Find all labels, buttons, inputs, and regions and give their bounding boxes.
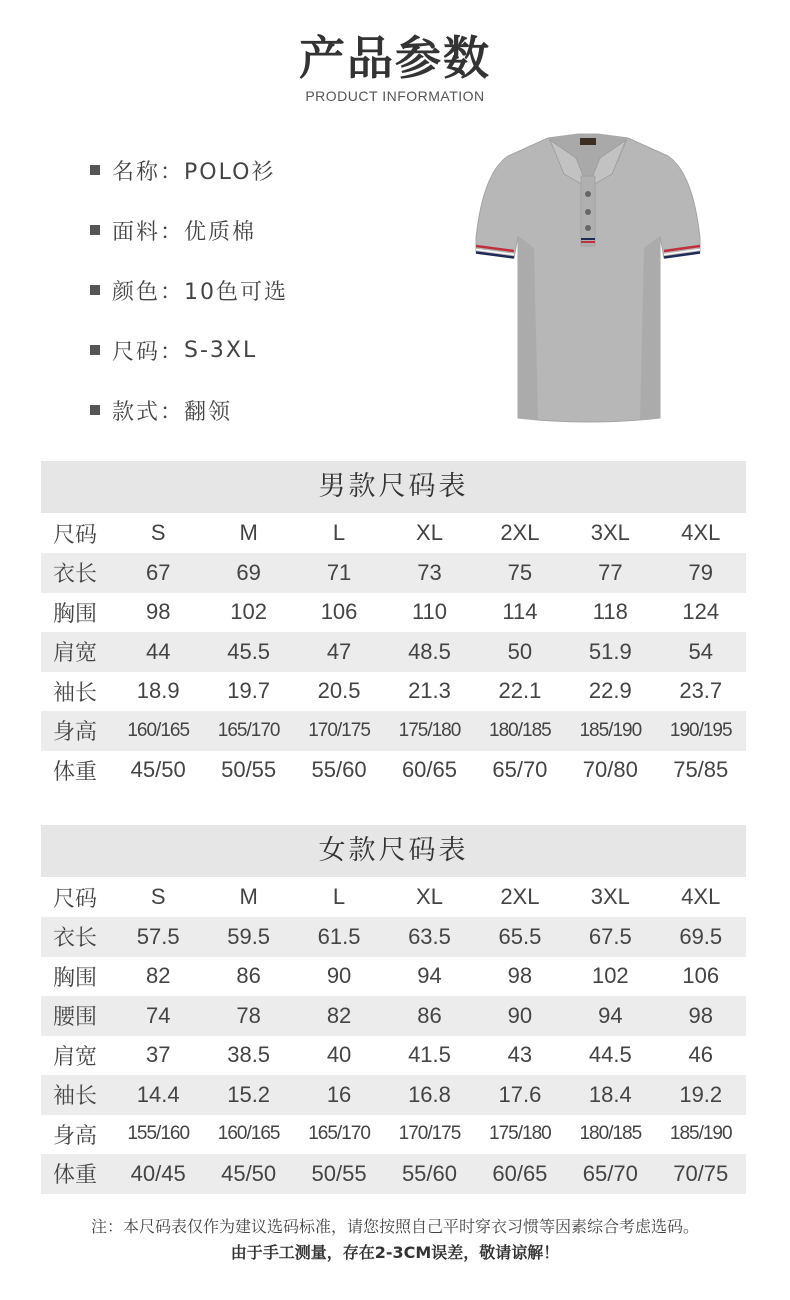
table-cell: 胸围	[53, 601, 98, 627]
table-cell: 118	[592, 599, 628, 625]
table-row	[41, 1036, 746, 1076]
table-cell: 185/190	[669, 1123, 732, 1145]
table-cell: 78	[236, 1002, 261, 1028]
table-cell: S	[150, 884, 166, 909]
table-cell: 50	[507, 638, 533, 664]
table-row	[41, 957, 746, 997]
table-cell: 55/60	[311, 757, 367, 783]
square-bullet-icon	[90, 345, 100, 355]
table-row	[41, 593, 746, 633]
table-cell: 46	[688, 1042, 713, 1068]
table-cell: 165/170	[217, 719, 280, 741]
table-cell: 175/180	[398, 719, 461, 741]
spec-item-color	[90, 260, 288, 320]
spec-value: POLO衫	[184, 159, 276, 185]
table-cell: 50/55	[221, 757, 277, 783]
spec-value: S-3XL	[184, 337, 258, 363]
table-cell: 体重	[53, 1163, 98, 1189]
table-cell: S	[150, 520, 166, 545]
table-cell: 3XL	[590, 884, 630, 909]
table-cell: 94	[417, 963, 442, 989]
table-cell: 身高	[53, 1123, 98, 1149]
table-cell: 67	[145, 559, 171, 585]
square-bullet-icon	[90, 165, 100, 175]
table-cell: 44	[145, 638, 171, 664]
table-cell: 98	[507, 963, 533, 989]
table-cell: 110	[411, 599, 448, 625]
table-cell: 79	[688, 559, 713, 585]
table-cell: 20.5	[317, 678, 361, 704]
table-header-row	[41, 877, 746, 917]
spec-item-fabric	[90, 200, 288, 260]
spec-value: 10色可选	[184, 279, 289, 305]
table-cell: 肩宽	[53, 1044, 98, 1070]
table-row	[41, 711, 746, 751]
spec-list	[90, 140, 288, 440]
table-cell: 75	[507, 559, 533, 585]
table-cell: 160/165	[217, 1123, 280, 1145]
table-cell: 48.5	[408, 638, 451, 664]
table-cell: 4XL	[681, 520, 721, 545]
table-cell: 185/190	[579, 719, 642, 741]
table-cell: 55/60	[401, 1160, 457, 1186]
table-cell: 19.7	[227, 678, 271, 704]
table-cell: 47	[326, 638, 352, 664]
table-cell: 190/195	[669, 719, 732, 741]
table-cell: 体重	[53, 759, 98, 785]
table-cell: 胸围	[53, 965, 98, 991]
table-cell: 102	[591, 963, 629, 989]
square-bullet-icon	[90, 285, 100, 295]
square-bullet-icon	[90, 405, 100, 415]
table-cell: 43	[507, 1042, 533, 1068]
table-cell: 17.6	[498, 1081, 542, 1107]
table-cell: 腰围	[53, 1005, 98, 1031]
table-cell: 70/80	[582, 757, 638, 783]
spec-item-name	[90, 140, 288, 200]
table-cell: 106	[320, 599, 358, 625]
table-cell: 38.5	[227, 1042, 271, 1068]
table-cell: 袖长	[53, 680, 98, 706]
table-cell: 82	[145, 963, 171, 989]
table-header-row	[41, 513, 746, 553]
table-cell: 98	[145, 599, 171, 625]
table-cell: L	[332, 520, 346, 545]
table-cell: 肩宽	[53, 641, 98, 667]
table-cell: 40	[326, 1042, 352, 1068]
table-cell: 61.5	[317, 923, 361, 949]
table-cell: XL	[416, 520, 443, 545]
spec-label: 款式：	[112, 399, 185, 425]
table-cell: 15.2	[227, 1081, 271, 1107]
table-cell: 16.8	[408, 1081, 451, 1107]
table-cell: 170/175	[308, 719, 370, 741]
spec-label: 颜色：	[112, 279, 185, 305]
polo-shirt-image	[468, 128, 708, 428]
men-size-table	[41, 461, 746, 790]
table-row	[41, 917, 746, 957]
table-cell: L	[332, 884, 346, 909]
table-cell: 90	[507, 1002, 533, 1028]
table-cell: M	[239, 520, 258, 545]
table-cell: 77	[598, 559, 623, 585]
table-cell: 98	[688, 1002, 713, 1028]
table-cell: 67.5	[588, 923, 632, 949]
table-cell: 22.1	[498, 678, 542, 704]
table-cell: 45.5	[227, 638, 271, 664]
table-row	[41, 1154, 746, 1194]
table-row	[41, 632, 746, 672]
spec-item-style	[90, 380, 288, 440]
women-size-table	[41, 825, 746, 1194]
table-row	[41, 672, 746, 712]
spec-label: 尺码：	[112, 339, 185, 365]
table-cell: 170/175	[398, 1123, 461, 1145]
table-cell: 45/50	[130, 757, 186, 783]
table-cell: 71	[326, 559, 352, 585]
table-cell: 54	[688, 638, 713, 664]
spec-label: 面料：	[112, 219, 185, 245]
women-table-title: 女款尺码表	[41, 825, 746, 877]
table-cell: 57.5	[136, 923, 180, 949]
spec-label: 名称：	[112, 159, 185, 185]
table-cell: XL	[416, 884, 443, 909]
spec-value: 优质棉	[184, 219, 257, 245]
spec-value: 翻领	[184, 399, 233, 425]
men-table-title: 男款尺码表	[41, 461, 746, 513]
table-cell: 18.4	[588, 1081, 632, 1107]
table-cell: 45/50	[221, 1160, 277, 1186]
spec-item-size	[90, 320, 288, 380]
table-cell: 124	[682, 599, 720, 625]
table-cell: 155/160	[127, 1123, 190, 1145]
table-cell: 51.9	[588, 638, 632, 664]
table-cell: 23.7	[679, 678, 723, 704]
table-cell: 4XL	[681, 884, 721, 909]
table-cell: 身高	[53, 720, 98, 746]
table-cell: 90	[326, 963, 352, 989]
table-cell: 59.5	[227, 923, 271, 949]
table-cell: 160/165	[127, 719, 190, 741]
table-cell: 袖长	[53, 1084, 98, 1110]
table-cell: 37	[145, 1042, 171, 1068]
table-cell: 19.2	[679, 1081, 723, 1107]
table-row	[41, 996, 746, 1036]
table-cell: 73	[417, 559, 442, 585]
table-cell: 22.9	[588, 678, 632, 704]
table-cell: 165/170	[308, 1123, 370, 1145]
table-cell: 69.5	[679, 923, 723, 949]
table-cell: 60/65	[492, 1160, 548, 1186]
table-row	[41, 553, 746, 593]
table-cell: 175/180	[489, 1123, 551, 1145]
table-cell: 44.5	[588, 1042, 632, 1068]
page-subtitle: PRODUCT INFORMATION	[305, 88, 485, 104]
table-cell: 114	[502, 599, 538, 625]
table-row	[41, 1115, 746, 1155]
table-cell: 74	[145, 1002, 171, 1028]
measurement-disclaimer: 由于手工测量，存在2-3CM误差，敬请谅解！	[230, 1243, 560, 1262]
table-cell: 18.9	[136, 678, 180, 704]
table-cell: 86	[417, 1002, 442, 1028]
table-cell: 70/75	[673, 1160, 729, 1186]
table-cell: 75/85	[673, 757, 729, 783]
table-cell: 2XL	[500, 884, 540, 909]
table-cell: 3XL	[590, 520, 630, 545]
table-cell: 102	[230, 599, 267, 625]
table-row	[41, 751, 746, 791]
table-cell: 14.4	[136, 1081, 180, 1107]
size-note: 注：本尺码表仅作为建议选码标准，请您按照自己平时穿衣习惯等因素综合考虑选码。	[90, 1217, 699, 1236]
table-cell: 106	[682, 963, 720, 989]
table-cell: 82	[326, 1002, 352, 1028]
table-cell: 衣长	[53, 926, 98, 952]
table-cell: 21.3	[408, 678, 451, 704]
table-cell: 16	[326, 1081, 352, 1107]
table-cell: 41.5	[408, 1042, 451, 1068]
table-cell: 尺码	[53, 886, 98, 912]
table-cell: 65/70	[582, 1160, 638, 1186]
table-cell: M	[239, 884, 258, 909]
table-row	[41, 1075, 746, 1115]
table-cell: 180/185	[489, 719, 551, 741]
table-cell: 86	[236, 963, 261, 989]
table-cell: 尺码	[53, 522, 98, 548]
table-cell: 65.5	[498, 923, 542, 949]
square-bullet-icon	[90, 225, 100, 235]
table-cell: 50/55	[311, 1160, 367, 1186]
table-cell: 衣长	[53, 562, 98, 588]
table-cell: 69	[236, 559, 261, 585]
table-cell: 94	[598, 1002, 623, 1028]
table-cell: 180/185	[579, 1123, 642, 1145]
table-cell: 63.5	[408, 923, 451, 949]
table-cell: 2XL	[500, 520, 540, 545]
page-title: 产品参数	[299, 31, 491, 85]
table-cell: 40/45	[130, 1160, 186, 1186]
table-cell: 65/70	[492, 757, 548, 783]
table-cell: 60/65	[401, 757, 457, 783]
